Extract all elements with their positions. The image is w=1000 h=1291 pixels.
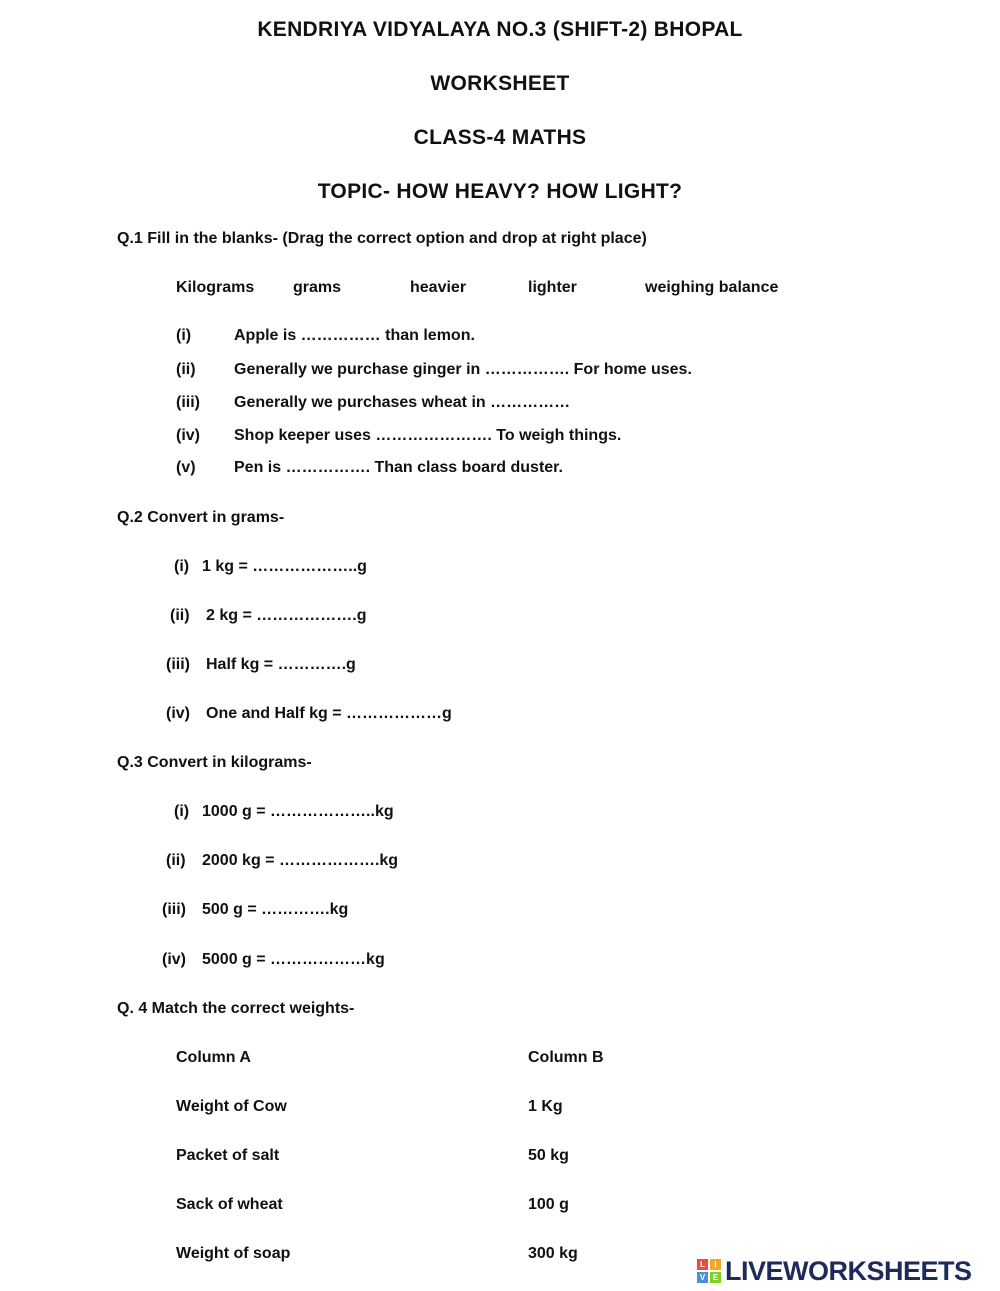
q1-item-text[interactable]: Apple is …………… than lemon. (234, 327, 475, 344)
q3-item-number: (ii) (166, 852, 186, 869)
q1-title: Q.1 Fill in the blanks- (Drag the correct option and drop at right place) (117, 230, 647, 247)
q1-item-number: (v) (176, 459, 196, 476)
q3-item-number: (i) (174, 803, 190, 820)
q2-item-number: (iv) (166, 705, 190, 722)
column-a-item[interactable]: Weight of soap (176, 1245, 291, 1262)
school-name: KENDRIYA VIDYALAYA NO.3 (SHIFT-2) BHOPAL (257, 18, 743, 41)
class-label: CLASS-4 MATHS (413, 126, 587, 149)
topic-label: TOPIC- HOW HEAVY? HOW LIGHT? (317, 180, 683, 203)
q2-item-text[interactable]: Half kg = ………….g (206, 656, 356, 673)
logo-letter-i: I (710, 1259, 721, 1270)
q3-item-number: (iv) (162, 951, 186, 968)
q1-item-number: (ii) (176, 361, 196, 378)
q1-item-text[interactable]: Shop keeper uses …………………. To weigh things. (234, 427, 622, 444)
q2-item-number: (iii) (166, 656, 190, 673)
q3-item-text[interactable]: 2000 kg = ……………….kg (202, 852, 399, 869)
q2-item-text[interactable]: One and Half kg = ………………g (206, 705, 452, 722)
q1-item-text[interactable]: Generally we purchase ginger in ……………. For home uses. (234, 361, 692, 378)
option-grams[interactable]: grams (293, 279, 342, 296)
column-a-header: Column A (176, 1049, 251, 1066)
option-heavier[interactable]: heavier (410, 279, 467, 296)
q2-title: Q.2 Convert in grams- (117, 509, 285, 526)
brand-name: LIVEWORKSHEETS (725, 1255, 972, 1286)
q2-item-number: (i) (174, 558, 190, 575)
q3-item-text[interactable]: 5000 g = ………………kg (202, 951, 385, 968)
live-logo-icon (697, 1259, 721, 1283)
logo-letter-l: L (697, 1259, 708, 1270)
q2-item-text[interactable]: 1 kg = ………………..g (202, 558, 367, 575)
q1-item-text[interactable]: Generally we purchases wheat in …………… (234, 394, 571, 411)
column-a-item[interactable]: Sack of wheat (176, 1196, 283, 1213)
column-b-item[interactable]: 1 Kg (528, 1098, 563, 1115)
q3-item-number: (iii) (162, 901, 186, 918)
q2-item-number: (ii) (170, 607, 190, 624)
column-a-item[interactable]: Packet of salt (176, 1147, 280, 1164)
column-b-item[interactable]: 100 g (528, 1196, 569, 1213)
q3-item-text[interactable]: 1000 g = ………………..kg (202, 803, 394, 820)
liveworksheets-logo (697, 1256, 972, 1286)
q2-item-text[interactable]: 2 kg = ……………….g (206, 607, 367, 624)
column-b-header: Column B (528, 1049, 604, 1066)
column-b-item[interactable]: 300 kg (528, 1245, 578, 1262)
q3-title: Q.3 Convert in kilograms- (117, 754, 312, 771)
option-lighter[interactable]: lighter (528, 279, 577, 296)
worksheet-label: WORKSHEET (430, 72, 570, 95)
q3-item-text[interactable]: 500 g = ………….kg (202, 901, 349, 918)
logo-letter-v: V (697, 1272, 708, 1283)
q1-item-number: (iii) (176, 394, 200, 411)
q1-item-number: (i) (176, 327, 192, 344)
column-a-item[interactable]: Weight of Cow (176, 1098, 287, 1115)
q1-item-number: (iv) (176, 427, 200, 444)
logo-letter-e: E (710, 1272, 721, 1283)
q4-title: Q. 4 Match the correct weights- (117, 1000, 355, 1017)
q1-item-text[interactable]: Pen is ……………. Than class board duster. (234, 459, 563, 476)
column-b-item[interactable]: 50 kg (528, 1147, 569, 1164)
option-kilograms[interactable]: Kilograms (176, 279, 255, 296)
option-weighing-balance[interactable]: weighing balance (645, 279, 779, 296)
